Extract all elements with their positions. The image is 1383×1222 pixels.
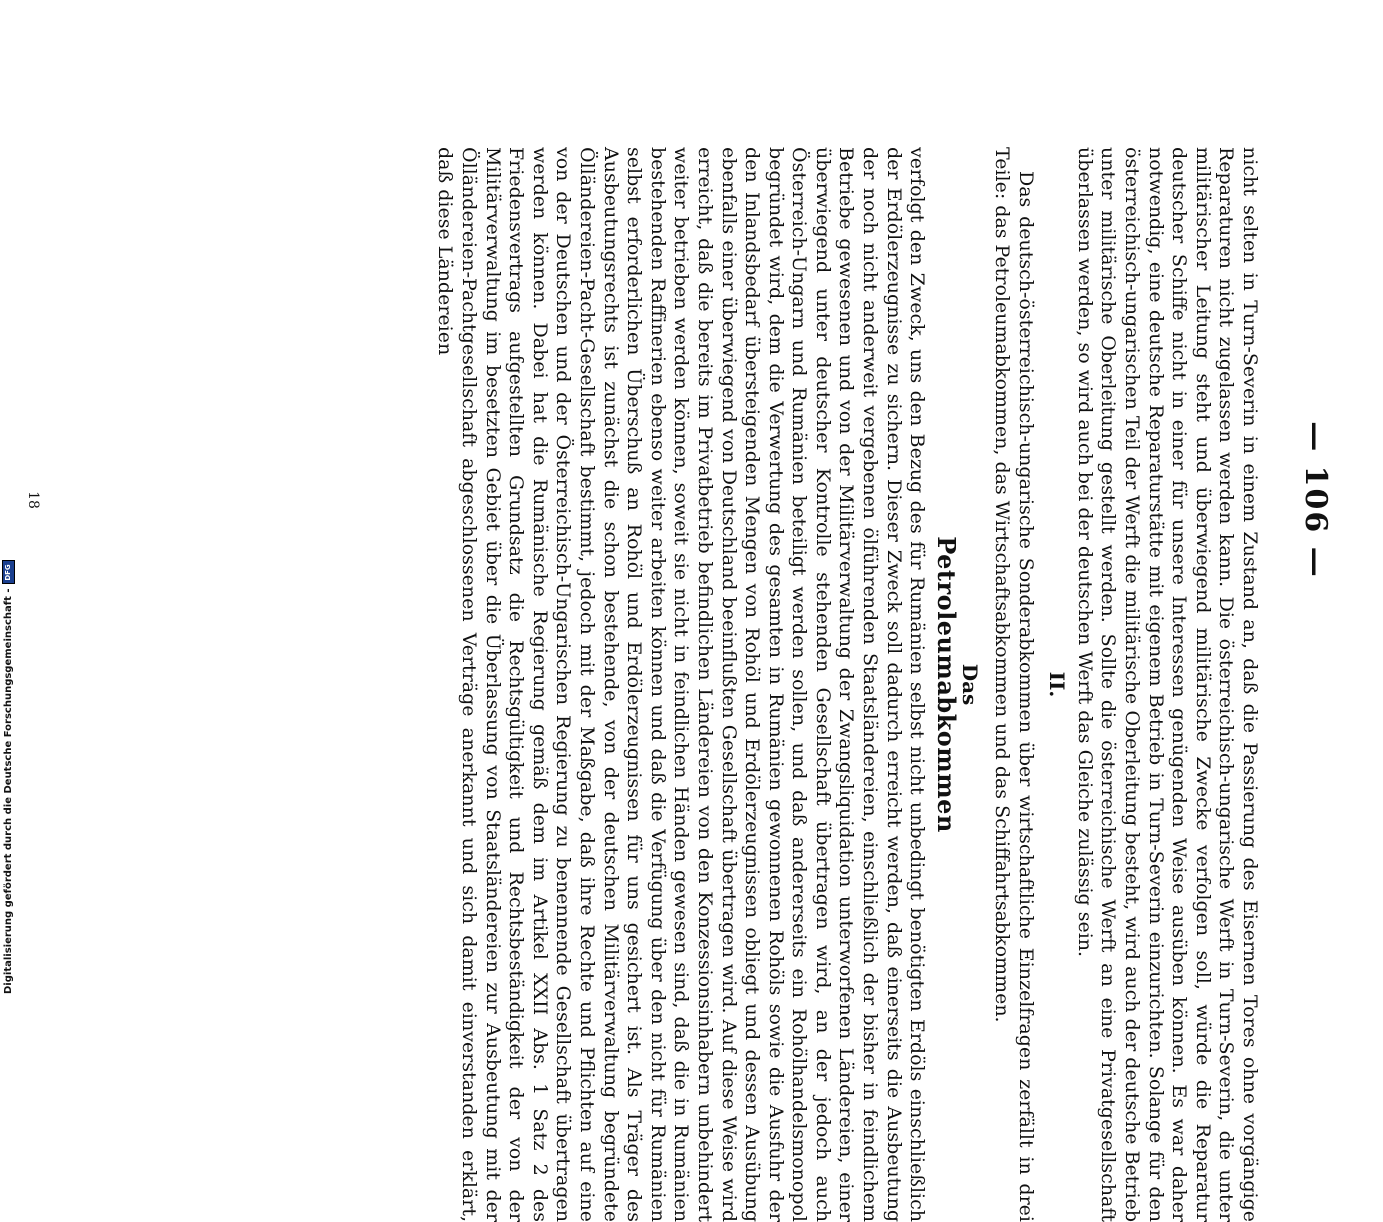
printer-signature: 18: [25, 491, 41, 509]
paragraph-werft: nicht selten in Turn-Severin in einem Zustand an, daß die Passierung des Eisernen Tores ohne vorgängige Reparaturen nicht zugelassen werden kann. Die österreichisch-ungarische Werft in Turn-Severin, die unter militärischer Leitung steht und überwiegend militärische Zwecke verfolgen soll, würde die Reparatur deutscher Schiffe nicht in einer für unsere Interessen genügenden Weise ausüben können. Es war daher notwendig, eine deutsche Reparaturstätte mit eigenem Betrieb in Turn-Severin einzurichten. Solange für den österreichisch-ungarischen Teil der Werft die militärische Oberleitung besteht, wird auch der deutsche Betrieb unter militärische Oberleitung gestellt werden. Sollte die österreichische Werft an eine Privatgesellschaft überlassen werden, so wird auch bei der deutschen Werft das Gleiche zulässig sein.: [1073, 147, 1261, 1222]
section-number: II.: [1045, 671, 1070, 698]
section-heading-article: Das: [958, 663, 983, 706]
paragraph-sonderabkommen: Das deutsch-österreichisch-ungarische Sonderabkommen über wirtschaftliche Einzelfragen zerfällt in drei Teile: das Petroleumabkommen, das Wirtschaftsabkommen und das Schiffahrtsabkommen.: [991, 147, 1037, 1222]
page-number: — 106 —: [1298, 421, 1333, 579]
section-heading: Petroleumabkommen: [931, 536, 961, 833]
paragraph-petroleum: verfolgt den Zweck, uns den Bezug des für Rumänien selbst nicht unbedingt benötigten Erdöls einschließlich der Erdölerzeugnisse zu sichern. Dieser Zweck soll dadurch erreicht werden, daß einerseits die Ausbeutung der noch nicht anderweit vergebenen ölführenden Staatsländereien, einschließlich der bisher in feindlichem Betriebe gewesenen und von der Militärverwaltung der Zwangsliquidation unterworfenen Ländereien, einer überwiegend unter deutscher Kontrolle stehenden Gesellschaft übertragen wird, an der jedoch auch Österreich-Ungarn und Rumänien beteiligt werden sollen, und daß andererseits ein Rohölhandelsmonopol begründet wird, dem die Verwertung des gesamten in Rumänien gewonnenen Rohöls sowie die Ausfuhr der den Inlandsbedarf übersteigenden Mengen von Rohöl und Erdölerzeugnissen obliegt und dessen Ausübung ebenfalls einer überwiegend von Deutschland beeinflußten Gesellschaft übertragen wird. Auf diese Weise wird erreicht, daß die bereits im Privatbetrieb befindlichen Ländereien von den Konzessionsinhabern unbehindert weiter betrieben werden können, soweit sie nicht in feindlichen Händen gewesen sind, daß die in Rumänien bestehenden Raffinerien ebenso weiter arbeiten können und daß die Verfügung über den nicht für Rumänien selbst erforderlichen Überschuß an Rohöl und Erdölerzeugnissen für uns gesichert ist. Als Träger des Ausbeutungsrechts ist zunächst die schon bestehende, von der deutschen Militärverwaltung begründete Ölländereien-Pacht-Gesellschaft bestimmt, jedoch mit der Maßgabe, daß ihre Rechte und Pflichten auf eine von der Deutschen und der Österreichisch-Ungarischen Regierung zu benennende Gesellschaft übertragen werden können. Dabei hat die Rumänische Regierung gemäß dem im Artikel XXII Abs. 1 Satz 2 des Friedensvertrags aufgestellten Grundsatz die Rechtsgültigkeit und Rechtsbeständigkeit der von der Militärverwaltung im besetzten Gebiet über die Überlassung von Staatsländereien zur Ausbeutung mit der Ölländereien-Pachtgesellschaft abgeschlossenen Verträge anerkannt und sich damit einverstanden erklärt, daß diese Ländereien: [434, 147, 929, 1222]
dfg-logo: DFG: [2, 560, 15, 584]
credit-text: Digitalisierung gefördert durch die Deutsche Forschungsgemeinschaft -: [3, 588, 14, 994]
body-text: [433, 147, 1261, 1222]
